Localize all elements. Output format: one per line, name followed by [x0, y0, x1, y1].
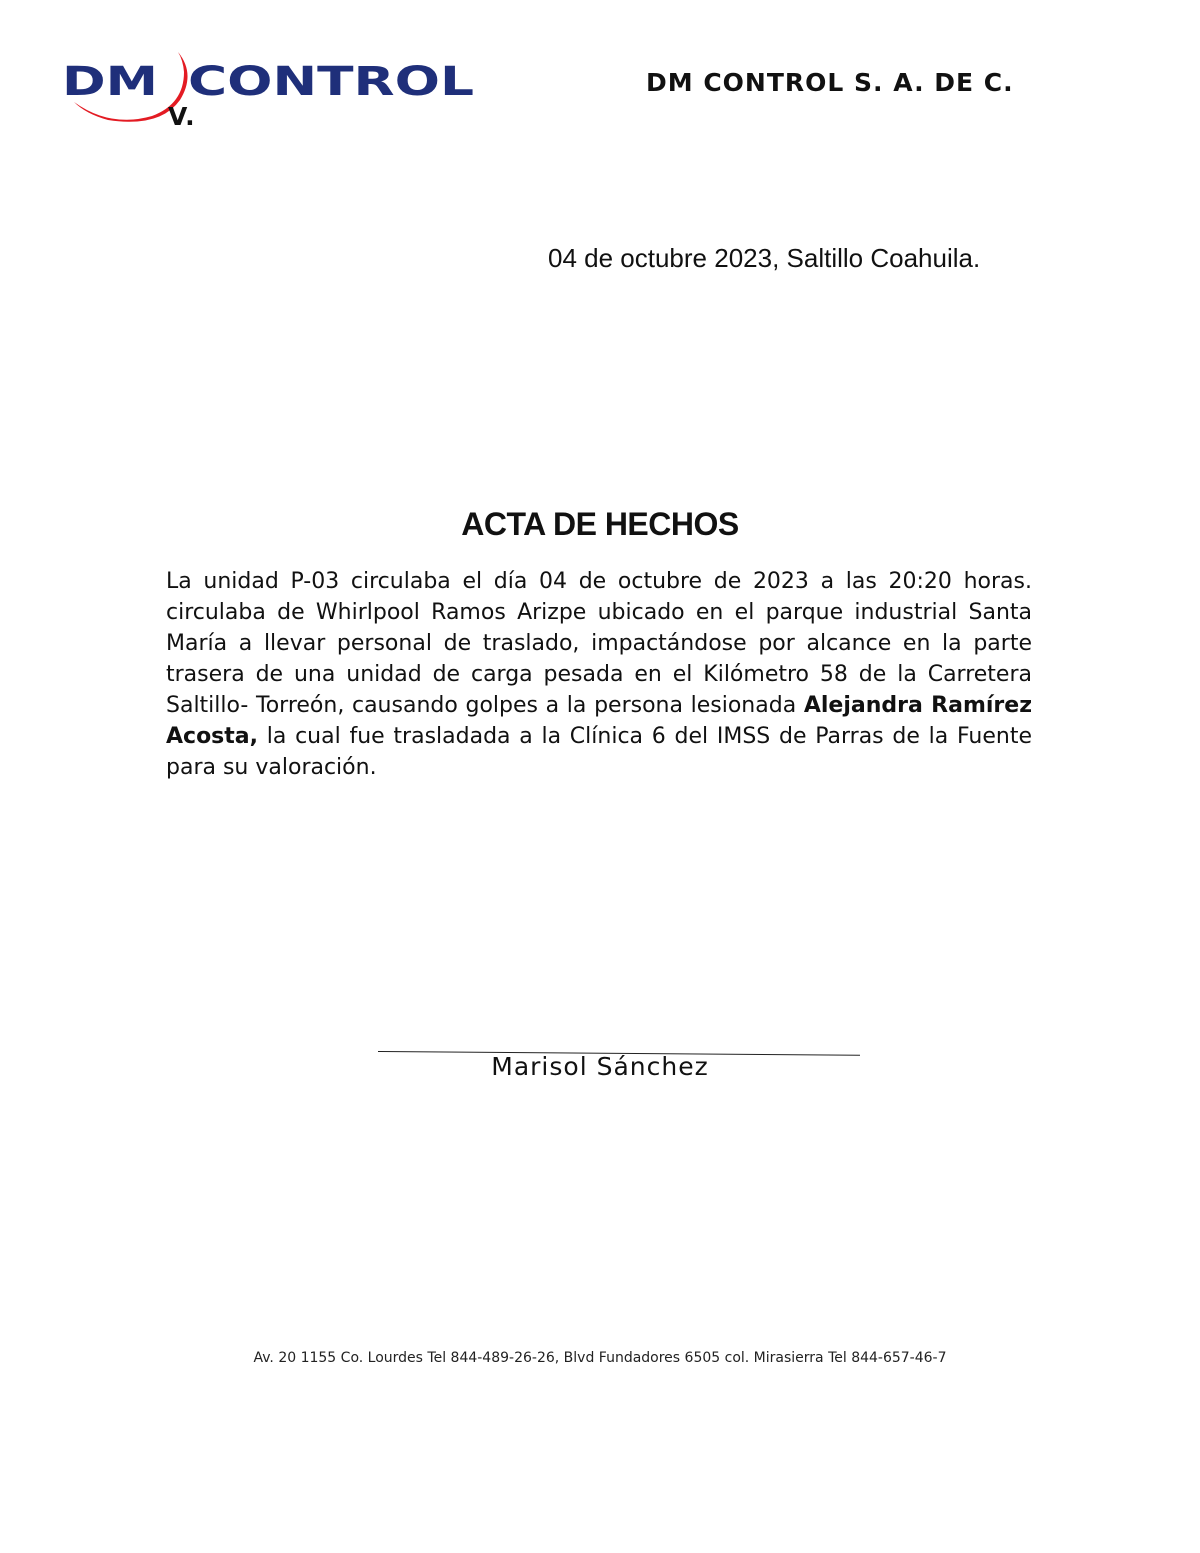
- date-location: 04 de octubre 2023, Saltillo Coahuila.: [548, 243, 981, 273]
- document-title: ACTA DE HECHOS: [461, 506, 739, 542]
- description-text-end: la cual fue trasladada a la Clínica 6 del IMSS de Parras de la Fuente para su valoración.: [166, 724, 1032, 780]
- footer-address: Av. 20 1155 Co. Lourdes Tel 844-489-26-26, Blvd Fundadores 6505 col. Mirasierra Tel 844-657-46-7: [253, 1350, 947, 1366]
- signatory-name: Marisol Sánchez: [491, 1052, 709, 1081]
- logo-text-control: CONTROL: [188, 59, 474, 105]
- company-name: DM CONTROL S. A. DE C.: [646, 68, 1014, 97]
- incident-description: [166, 566, 1032, 783]
- logo-text-dm: DM: [62, 59, 158, 105]
- company-name-continuation: V.: [168, 102, 196, 131]
- company-logo: [60, 48, 480, 128]
- description-text-start: La unidad P-03 circulaba el día 04 de octubre de 2023 a las 20:20 horas. circulaba de Whirlpool Ramos Arizpe ubicado en el parque industrial Santa María a llevar personal de traslado, impactándose por alcance en la parte trasera de una unidad de carga pesada en el Kilómetro 58 de la Carretera Saltillo- Torreón, causando golpes a la persona lesionada: [166, 569, 1032, 718]
- injured-person-name: Alejandra Ramírez Acosta,: [166, 693, 1033, 749]
